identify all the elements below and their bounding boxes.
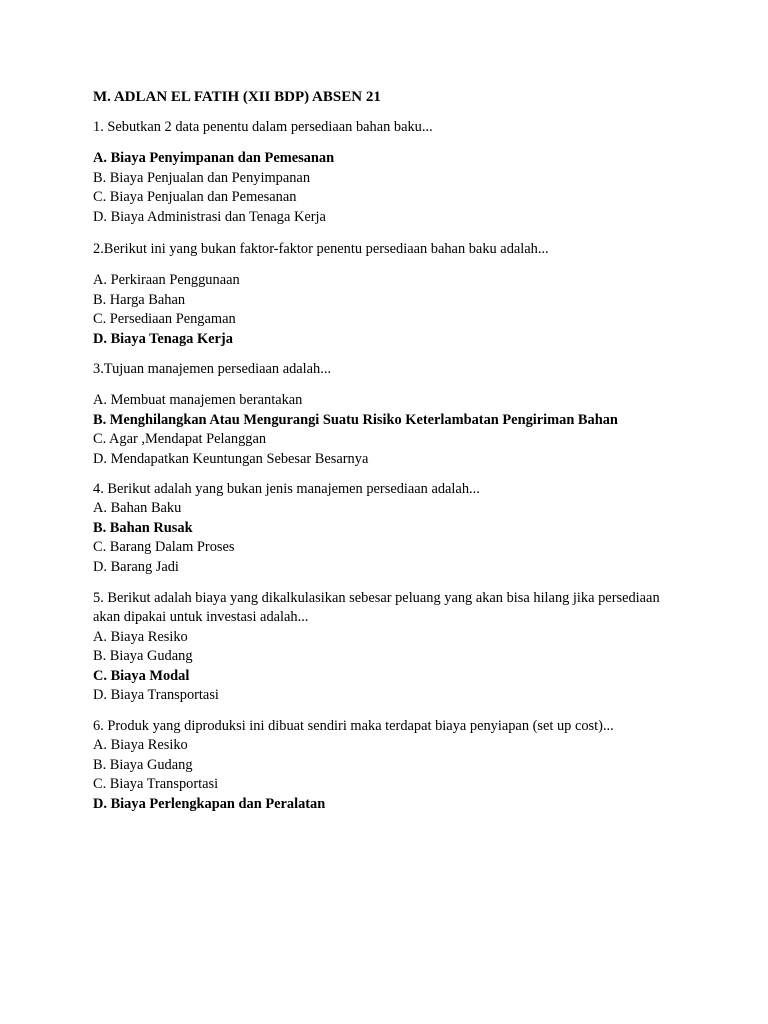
option-d: D. Mendapatkan Keuntungan Sebesar Besarnya: [93, 450, 369, 467]
question-text: 3.Tujuan manajemen persediaan adalah...: [93, 361, 332, 377]
option-c: C. Agar ,Mendapat Pelanggan: [93, 431, 267, 448]
option-b-answer: B. Menghilangkan Atau Mengurangi Suatu Risiko Keterlambatan Pengiriman Bahan: [93, 411, 618, 428]
option-b: B. Biaya Penjualan dan Penyimpanan: [93, 169, 311, 186]
option-d: D. Barang Jadi: [93, 558, 179, 575]
option-a: A. Biaya Resiko: [93, 628, 188, 645]
option-b-answer: B. Bahan Rusak: [93, 519, 193, 536]
option-c: C. Persediaan Pengaman: [93, 311, 236, 328]
question-1: [93, 118, 673, 227]
option-c: C. Barang Dalam Proses: [93, 539, 235, 556]
option-a: A. Perkiraan Penggunaan: [93, 272, 240, 289]
option-b: B. Biaya Gudang: [93, 648, 193, 665]
option-d: D. Biaya Transportasi: [93, 687, 219, 704]
document-title: M. ADLAN EL FATIH (XII BDP) ABSEN 21: [93, 89, 381, 105]
question-text: 2.Berikut ini yang bukan faktor-faktor penentu persediaan bahan baku adalah...: [93, 241, 549, 257]
option-c-answer: C. Biaya Modal: [93, 667, 190, 684]
option-d: D. Biaya Administrasi dan Tenaga Kerja: [93, 208, 326, 225]
option-a-answer: A. Biaya Penyimpanan dan Pemesanan: [93, 150, 335, 167]
option-d-answer: D. Biaya Perlengkapan dan Peralatan: [93, 795, 326, 812]
option-b: B. Harga Bahan: [93, 291, 186, 308]
question-text: 6. Produk yang diproduksi ini dibuat sendiri maka terdapat biaya penyiapan (set up cost)...: [93, 718, 614, 734]
question-2: [93, 240, 673, 349]
question-3: [93, 360, 673, 469]
option-a: A. Membuat manajemen berantakan: [93, 392, 303, 409]
option-a: A. Bahan Baku: [93, 500, 182, 517]
question-text: 4. Berikut adalah yang bukan jenis manajemen persediaan adalah...: [93, 481, 480, 497]
question-6: [93, 717, 673, 814]
option-d-answer: D. Biaya Tenaga Kerja: [93, 330, 233, 347]
option-b: B. Biaya Gudang: [93, 756, 193, 773]
option-a: A. Biaya Resiko: [93, 737, 188, 754]
question-4: [93, 480, 673, 577]
option-c: C. Biaya Transportasi: [93, 776, 219, 793]
question-text: 5. Berikut adalah biaya yang dikalkulasikan sebesar peluang yang akan bisa hilang jika persediaan akan dipakai untuk investasi adalah...: [93, 590, 660, 626]
option-c: C. Biaya Penjualan dan Pemesanan: [93, 189, 297, 206]
question-5: [93, 589, 673, 705]
question-text: 1. Sebutkan 2 data penentu dalam persediaan bahan baku...: [93, 119, 433, 135]
